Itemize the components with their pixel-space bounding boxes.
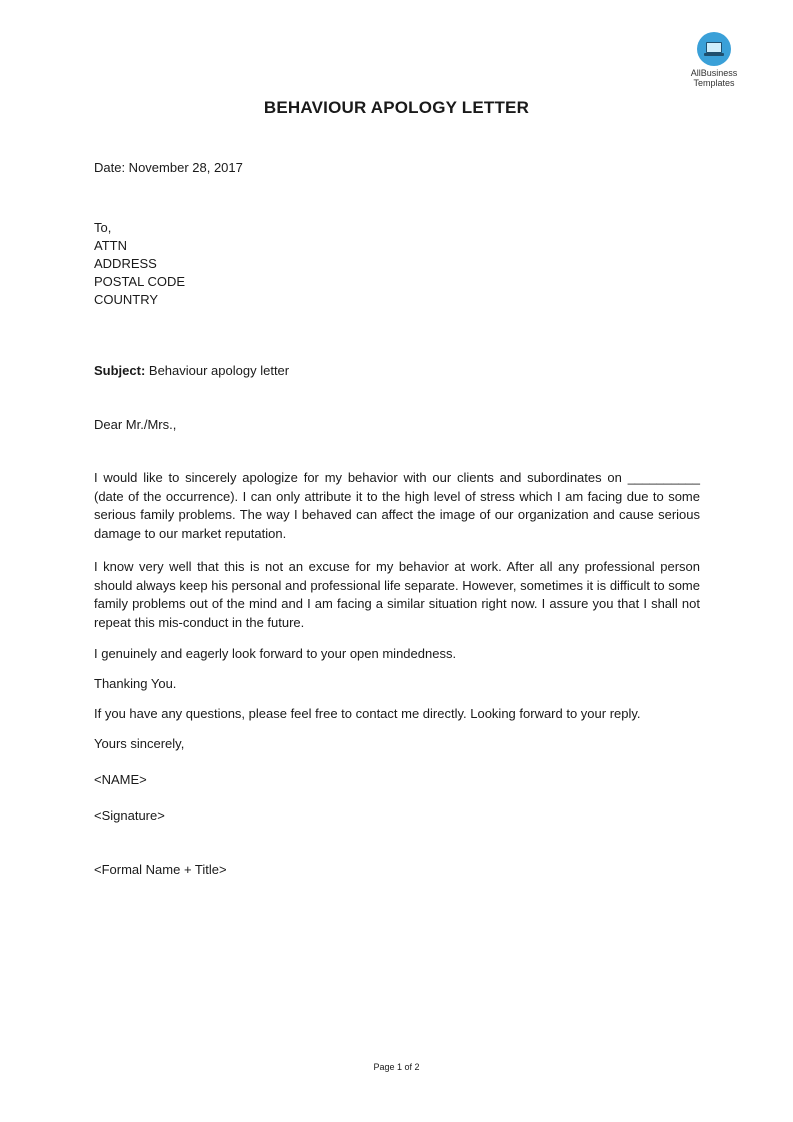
logo-text	[686, 68, 742, 88]
letter-date: Date: November 28, 2017	[94, 160, 243, 175]
body-paragraph-3: I genuinely and eagerly look forward to your open mindedness.	[94, 646, 457, 661]
salutation: Dear Mr./Mrs.,	[94, 417, 177, 432]
logo	[686, 32, 742, 88]
page-number: Page 1 of 2	[373, 1062, 420, 1072]
body-paragraph-4: Thanking You.	[94, 676, 177, 691]
logo-line-1: AllBusiness	[690, 68, 738, 78]
address-country: COUNTRY	[94, 292, 159, 307]
letter-title: BEHAVIOUR APOLOGY LETTER	[263, 98, 530, 117]
closing: Yours sincerely,	[94, 736, 185, 751]
address-to: To,	[94, 220, 112, 235]
logo-line-2: Templates	[693, 78, 735, 88]
subject-label: Subject:	[94, 363, 146, 378]
body-paragraph-1: I would like to sincerely apologize for my behavior with our clients and subordinates on __________ (date of the occurrence). I can only attribute it to the high level of stress which I am facing due to some serious family problems. The way I behaved can affect the image of our organization and cause serious damage to our market reputation.	[94, 470, 700, 541]
address-postal: POSTAL CODE	[94, 274, 186, 289]
subject-text: Behaviour apology letter	[145, 363, 290, 378]
body-paragraph-2: I know very well that this is not an excuse for my behavior at work. After all any professional person should always keep his personal and professional life separate. However, sometimes it is difficult to some family problems out of the mind and I am facing a similar situation right now. I assure you that I shall not repeat this mis-conduct in the future.	[94, 559, 700, 630]
sender-signature: <Signature>	[94, 808, 165, 823]
address-attn: ATTN	[94, 238, 127, 253]
laptop-icon	[697, 32, 731, 66]
sender-name: <NAME>	[94, 772, 147, 787]
body-paragraph-5: If you have any questions, please feel free to contact me directly. Looking forward to your reply.	[94, 706, 641, 721]
address-line: ADDRESS	[94, 256, 157, 271]
sender-formal-name: <Formal Name + Title>	[94, 862, 227, 877]
subject-line	[94, 362, 289, 380]
